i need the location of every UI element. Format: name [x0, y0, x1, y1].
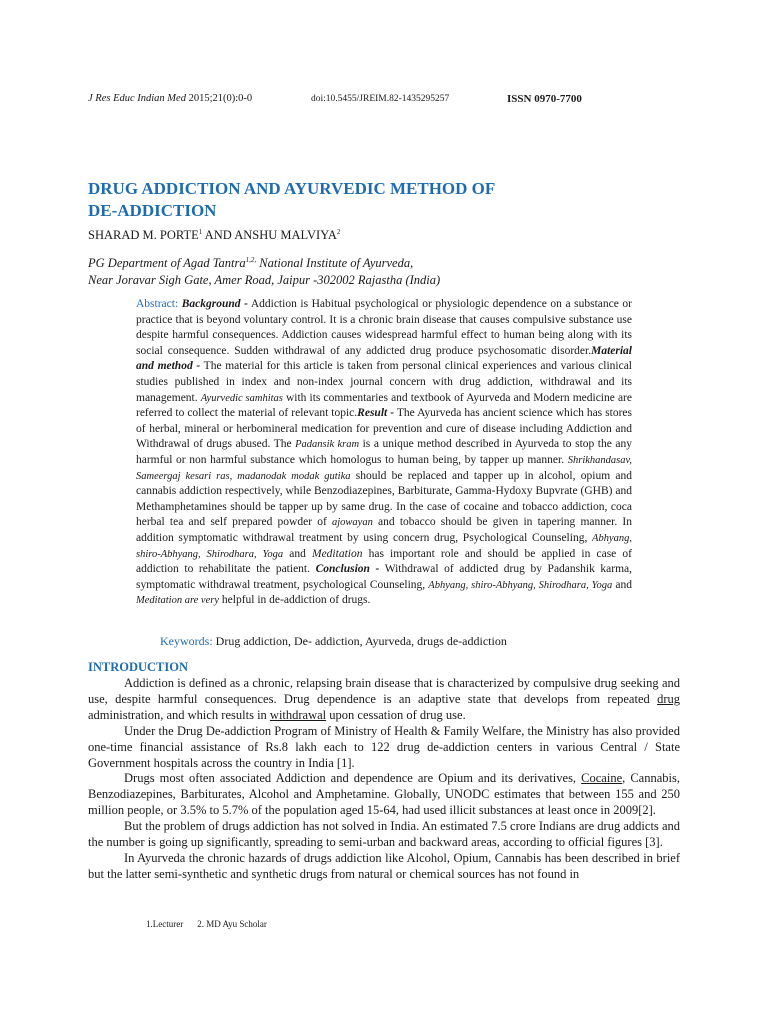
method-text-2: with its commentaries and textbook of Ayurveda and Modern medicine are referred to collect the material of relevant topic. — [136, 391, 632, 420]
article-title-line-1: DRUG ADDICTION AND AYURVEDIC METHOD OF — [88, 179, 496, 198]
paragraph-5: In Ayurveda the chronic hazards of drugs addiction like Alcohol, Opium, Cannabis has been described in brief but the latter semi-synthetic and synthetic drugs from natural or chemical sources has not found in — [88, 850, 680, 881]
article-title — [88, 178, 648, 222]
paragraph-4: But the problem of drugs addiction has not solved in India. An estimated 7.5 crore Indians are drug addicts and the number is going up significantly, spreading to semi-urban and backward areas, according to official figures [3]. — [88, 819, 680, 850]
result-italic-2: Shrikhandasav, Sameergaj kesari ras, madanodak modak gutika — [136, 454, 632, 482]
author-line — [88, 228, 340, 243]
result-italic-1: Padansik kram — [295, 439, 360, 451]
result-text-3: should be replaced and tapper up in alcohol, opium and cannabis addiction respectively, while Benzodiazepines, Barbiturate, Gamma-Hydoxy Bupvrate (GHB) and Methamphetamines should be tapper up by same drug. In the case of cocaine and tobacco addiction, coca herbal tea and self prepared powder of — [136, 469, 632, 529]
article-title-line-2: DE-ADDICTION — [88, 201, 217, 220]
affiliation — [88, 252, 440, 289]
result-text-1: The Ayurveda has ancient science which has stores of herbal, mineral or herbomineral medication for prevention and cure of disease including Addiction and Withdrawal of drugs abused. The — [136, 407, 632, 451]
doi: doi:10.5455/JREIM.82-1435295257 — [311, 94, 450, 104]
keywords-label: Keywords: — [160, 634, 213, 648]
result-text-5: and — [283, 547, 312, 560]
conclusion-text-3: helpful in de-addiction of drugs. — [219, 594, 371, 607]
footnote-2: 2. MD Ayu Scholar — [197, 919, 267, 929]
conclusion-italic-1: Abhyang, shiro-Abhyang, Shirodhara, Yoga — [428, 579, 613, 591]
affiliation-institute: National Institute of Ayurveda, — [256, 256, 414, 271]
affiliation-address: Near Joravar Sigh Gate, Amer Road, Jaipur -302002 Rajastha (India) — [88, 273, 441, 288]
result-italic-4: Abhyang, shiro-Abhyang, Shirodhara, Yoga — [136, 532, 632, 560]
cocaine-link[interactable]: Cocaine — [581, 771, 623, 786]
drug-link[interactable]: drug — [657, 691, 680, 706]
result-label: Result - — [357, 407, 395, 420]
footnotes — [146, 919, 267, 929]
paragraph-1 — [88, 676, 680, 724]
conclusion-label: Conclusion - — [315, 563, 380, 576]
p1-text-a: Addiction is defined as a chronic, relapsing brain disease that is characterized by compulsive drug seeking and use, despite harmful consequences. Drug dependence is an adaptive state that develops from repeated — [88, 676, 680, 706]
result-text-6: has important role and should be applied in case of addiction to rehabilitate the patient. — [136, 547, 632, 576]
issn: ISSN 0970-7700 — [507, 93, 582, 105]
author-1: SHARAD M. PORTE — [88, 228, 199, 243]
method-italic: Ayurvedic samhitas — [200, 392, 283, 404]
paragraph-3 — [88, 771, 680, 819]
journal-volume: 2015;21(0):0-0 — [188, 93, 253, 104]
journal-citation — [88, 93, 252, 104]
conclusion-text-1: Withdrawal of addicted drug by Padanshik karma, symptomatic withdrawal treatment, psychological Counseling, — [136, 563, 633, 591]
author-separator: AND — [202, 228, 235, 243]
keywords — [160, 634, 507, 649]
keywords-text: Drug addiction, De- addiction, Ayurveda, drugs de-addiction — [212, 634, 507, 648]
background-label: Background - — [181, 298, 248, 310]
withdrawal-link[interactable]: withdrawal — [269, 707, 327, 722]
journal-name: J Res Educ Indian Med — [88, 93, 186, 104]
introduction-heading: INTRODUCTION — [88, 660, 189, 674]
introduction-body — [88, 676, 680, 883]
author-2-affiliation-mark: 2 — [336, 228, 341, 236]
affiliation-department: PG Department of Agad Tantra — [88, 256, 246, 271]
method-text-1: The material for this article is taken from personal clinical experiences and various clinical studies published in index and non-index journal concern with drug addiction, withdrawal and its management. — [136, 360, 632, 404]
affiliation-mark: 1,2, — [245, 256, 257, 264]
result-italic-3: ajowayan — [332, 517, 373, 529]
paragraph-2: Under the Drug De-addiction Program of Ministry of Health & Family Welfare, the Ministry has also provided one-time financial assistance of Rs.8 lakh each to 122 drug de-addiction centers in various Central / State Government hospitals across the country in India [1]. — [88, 723, 680, 770]
journal-header — [88, 93, 688, 109]
p1-text-b: administration, and which results in — [88, 707, 270, 722]
footnote-1: 1.Lecturer — [146, 919, 184, 929]
author-2: ANSHU MALVIYA — [234, 228, 337, 243]
conclusion-text-2: and — [612, 578, 632, 591]
method-label: Material and method - — [136, 344, 632, 373]
p1-text-c: upon cessation of drug use. — [326, 707, 466, 722]
result-text-4: and tobacco should be given in tapering manner. In addition symptomatic withdrawal treatment by using concern drug, Psychological Counseling, — [136, 516, 632, 544]
result-text-2: is a unique method described in Ayurveda to stop the any harmful or non harmful substance which homologus to human being, by tapper up manner. — [136, 438, 632, 466]
author-1-affiliation-mark: 1 — [198, 228, 203, 236]
p3-text-a: Drugs most often associated Addiction and dependence are Opium and its derivatives, — [124, 771, 582, 786]
p3-text-b: , Cannabis, Benzodiazepines, Barbiturates, Alcohol and Amphetamine. Globally, UNODC estimates that between 155 and 250 million people, or 3.5% to 5.7% of the population aged 15-64, had used illicit substances at least once in 2009[2]. — [88, 771, 680, 818]
abstract-label: Abstract: — [136, 298, 179, 310]
conclusion-italic-2: Meditation are very — [136, 595, 220, 607]
result-italic-5: Meditation — [312, 547, 363, 560]
abstract — [136, 297, 632, 609]
background-text: Addiction is Habitual psychological or physiologic dependence on a substance or practice that is beyond voluntary control. It is a chronic brain disease that causes compulsive substance use despite harmful consequences. Addiction causes widespread harmful effect to human being along with its social consequence. Sudden withdrawal of any addicted drug produce psychosomatic disorder. — [136, 298, 632, 357]
